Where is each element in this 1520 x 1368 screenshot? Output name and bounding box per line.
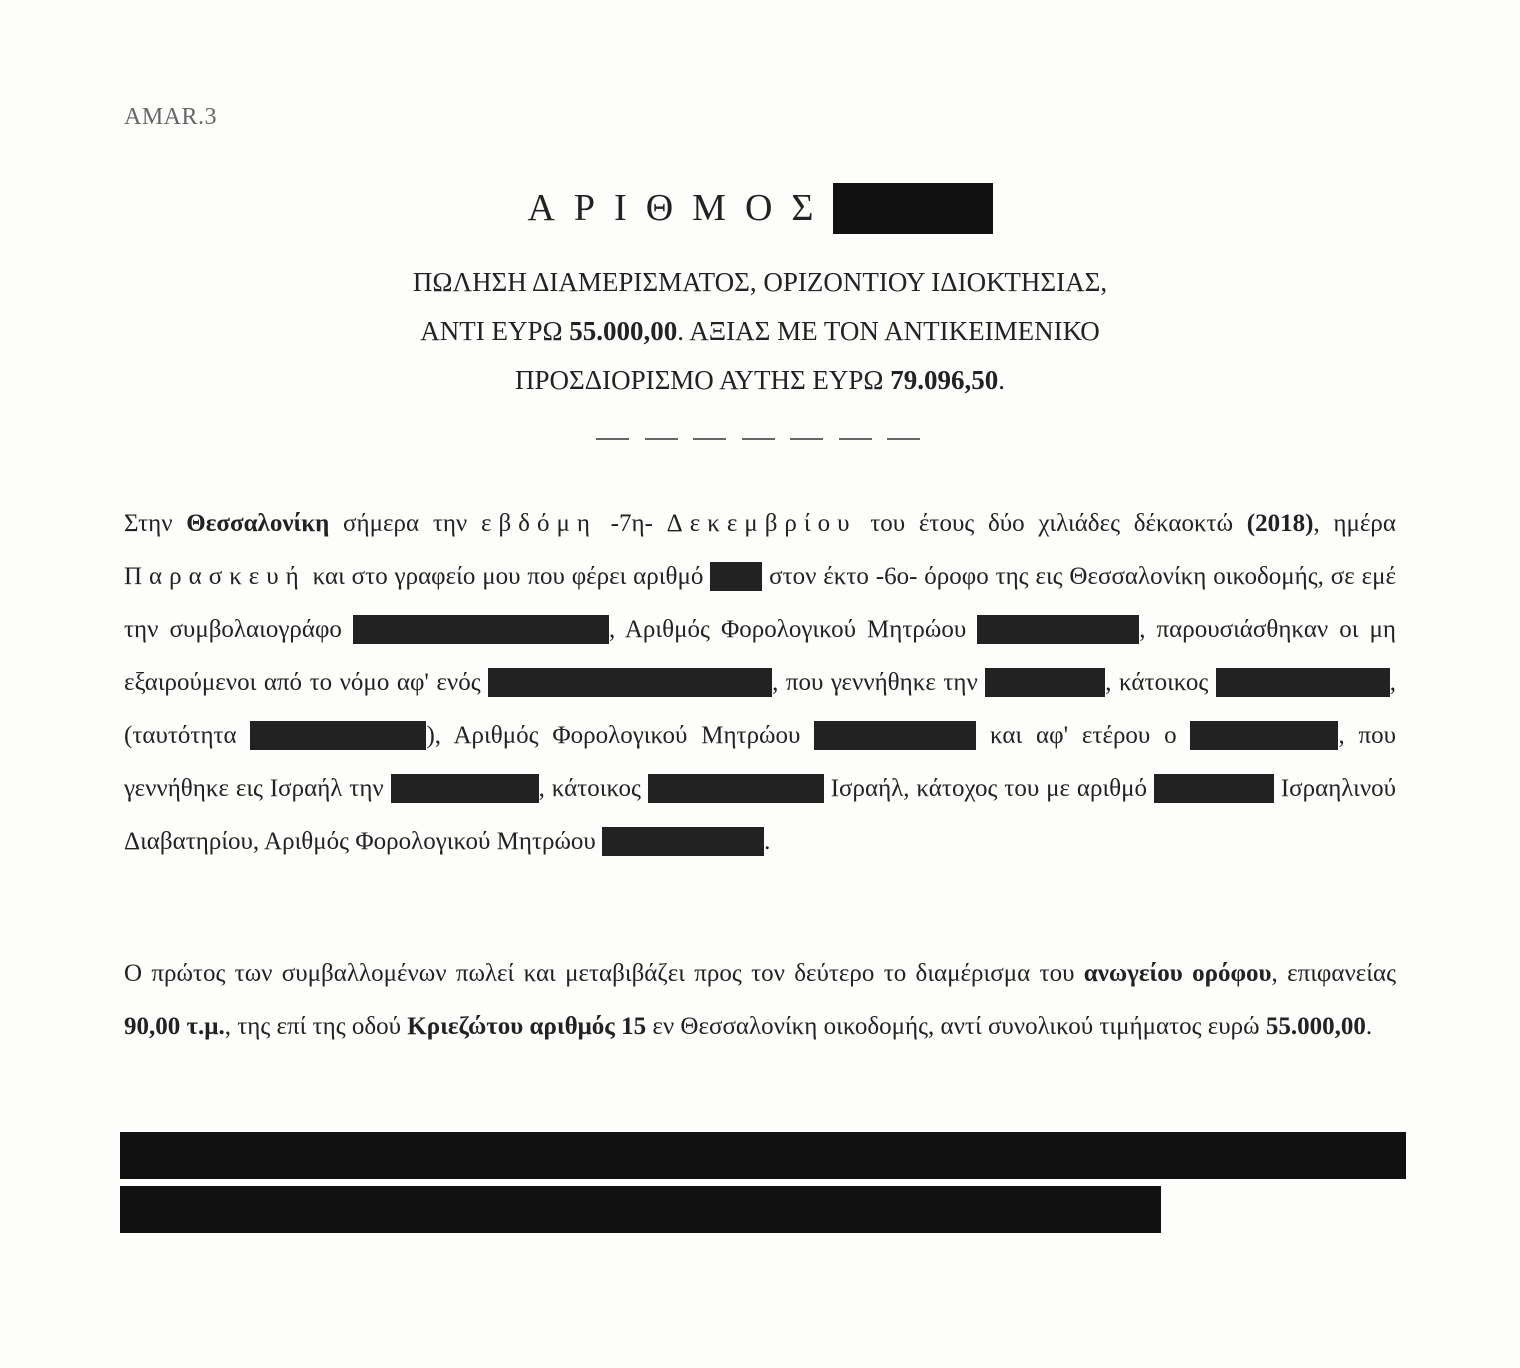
dash-separator xyxy=(596,438,920,440)
title-line-1: ΠΩΛΗΣΗ ΔΙΑΜΕΡΙΣΜΑΤΟΣ, ΟΡΙΖΟΝΤΙΟΥ ΙΔΙΟΚΤΗΣΙΑΣ, xyxy=(412,267,1108,297)
p1-text: , κάτοικος xyxy=(538,775,648,802)
day-text: εβδόμη xyxy=(480,510,597,537)
title-line-3-text: ΠΡΟΣΔΙΟΡΙΣΜΟ ΑΥΤΗΣ ΕΥΡΩ xyxy=(515,365,891,395)
p1-text: ), Αριθμός Φορολογικού Μητρώου xyxy=(426,722,815,749)
p1-text: -7η- xyxy=(596,510,667,537)
p1-text: και αφ' ετέρου ο xyxy=(976,722,1191,749)
redacted-seller-residence xyxy=(1216,668,1390,697)
p1-text: Ισραήλ, κάτοχος του με αριθμό xyxy=(823,775,1154,802)
p1-text: και στο γραφείο μου που φέρει αριθμό xyxy=(305,563,711,590)
p1-text: . xyxy=(764,828,771,855)
p2-text: Ο πρώτος των συμβαλλομένων πωλεί και μεταβιβάζει προς τον δεύτερο το διαμέρισμα του xyxy=(124,960,1084,987)
p1-text: σήμερα την xyxy=(329,510,481,537)
title-line-2-text-end: . ΑΞΙΑΣ ΜΕ ΤΟΝ ΑΝΤΙΚΕΙΜΕΝΙΚΟ xyxy=(677,316,1100,346)
city-name: Θεσσαλονίκη xyxy=(186,510,330,537)
p1-text: , ημέρα xyxy=(1313,510,1396,537)
p1-text: του έτους δύο χιλιάδες δέκαοκτώ xyxy=(856,510,1247,537)
document-number-label: ΑΡΙΘΜΟΣ xyxy=(527,187,833,229)
year-text: (2018) xyxy=(1246,510,1314,537)
month-text: Δεκεμβρίου xyxy=(666,510,857,537)
p1-text: στον έκτο -6ο- όροφο της εις Θεσσαλονίκη οικοδομής, σε εμέ την συμβολαιογράφο xyxy=(124,563,1396,643)
weekday-text: Παρασκευή xyxy=(124,563,306,590)
title-line-2 xyxy=(0,307,1520,356)
p1-text: , παρουσιάσθηκαν οι μη εξαιρούμενοι από το νόμο αφ' ενός xyxy=(124,616,1396,696)
redacted-seller-name xyxy=(488,668,772,697)
document-title xyxy=(0,258,1520,405)
redacted-buyer-birthdate xyxy=(391,774,539,803)
area-text: 90,00 τ.μ. xyxy=(124,1013,225,1040)
p1-text: , που γεννήθηκε εις Ισραήλ την xyxy=(124,722,1397,802)
total-price: 55.000,00 xyxy=(1265,1013,1366,1040)
title-line-2-text: ΑΝΤΙ ΕΥΡΩ xyxy=(420,316,570,346)
p1-text: , (ταυτότητα xyxy=(124,669,1397,749)
redacted-document-number xyxy=(833,183,993,234)
redacted-passport-number xyxy=(1154,774,1274,803)
redacted-buyer-residence xyxy=(648,774,824,803)
redacted-seller-tax-id xyxy=(814,721,976,750)
p1-text: Στην xyxy=(124,510,187,537)
title-line-3-text-end: . xyxy=(998,365,1005,395)
title-line-3 xyxy=(0,356,1520,405)
p2-text: εν Θεσσαλονίκη οικοδομής, αντί συνολικού τιμήματος ευρώ xyxy=(646,1013,1266,1040)
document-code: AMAR.3 xyxy=(124,104,218,130)
p1-text: , Αριθμός Φορολογικού Μητρώου xyxy=(608,616,978,643)
p2-text: , επιφανείας xyxy=(1271,960,1396,987)
p1-text: , που γεννήθηκε την xyxy=(772,669,986,696)
redacted-notary-name xyxy=(353,615,609,644)
redacted-text-block xyxy=(120,1186,1161,1233)
p2-text: , της επί της οδού xyxy=(224,1013,408,1040)
document-number-heading xyxy=(0,182,1520,234)
redacted-buyer-tax-id xyxy=(602,827,764,856)
p1-text: , κάτοικος xyxy=(1105,669,1216,696)
p2-text: . xyxy=(1365,1013,1373,1040)
redacted-buyer-name xyxy=(1190,721,1338,750)
redacted-seller-id-card xyxy=(250,721,426,750)
paragraph-parties xyxy=(124,497,1396,868)
floor-text: ανωγείου ορόφου xyxy=(1083,960,1272,987)
street-text: Κριεζώτου αριθμός 15 xyxy=(407,1013,647,1040)
redacted-seller-birthdate xyxy=(985,668,1105,697)
redacted-text-block xyxy=(120,1132,1406,1179)
paragraph-sale xyxy=(124,947,1396,1053)
redacted-notary-tax-id xyxy=(977,615,1139,644)
redacted-office-number xyxy=(710,562,762,591)
objective-value: 79.096,50 xyxy=(890,365,999,395)
sale-price: 55.000,00 xyxy=(569,316,678,346)
p1-text: Ισραηλινού Διαβατηρίου, Αριθμός Φορολογικού Μητρώου xyxy=(124,775,1396,855)
